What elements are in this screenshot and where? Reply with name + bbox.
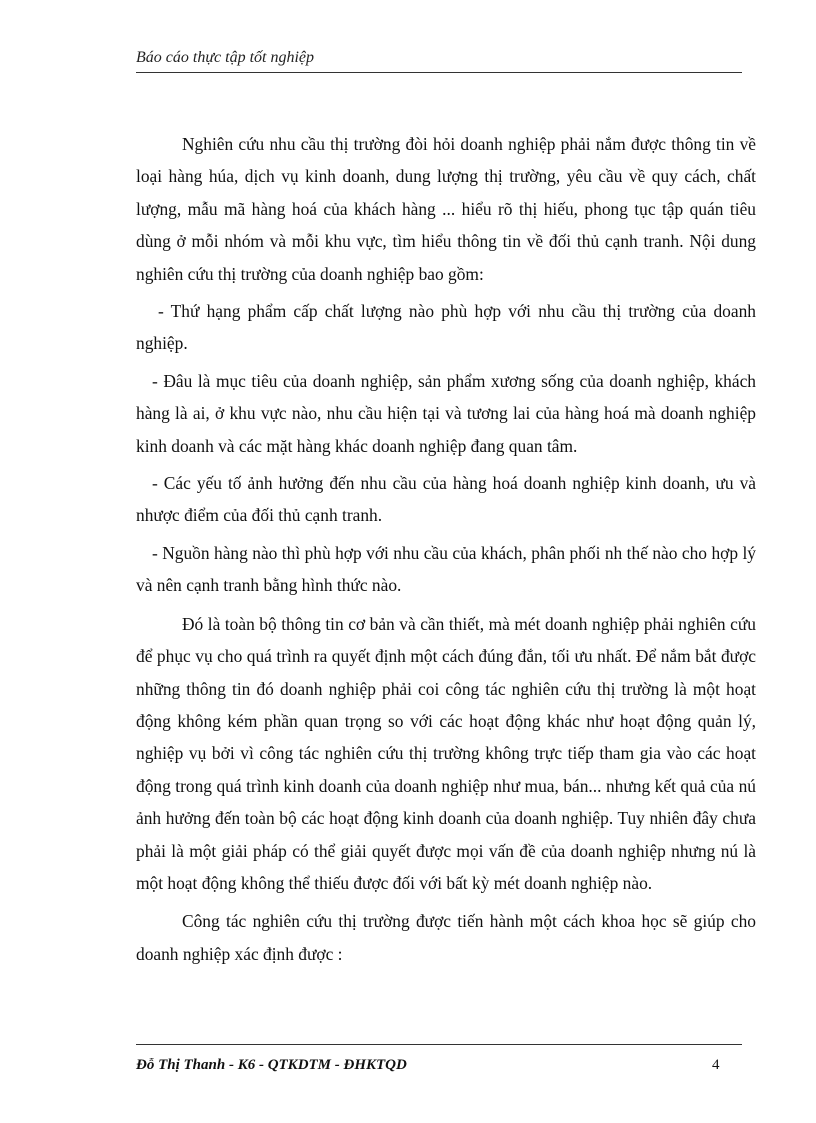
header-divider [136,72,742,73]
paragraph-bullet-sources: - Nguồn hàng nào thì phù hợp với nhu cầu của khách, phân phối nh thế nào cho hợp lý và nên cạnh tranh bằng hình thức nào. [136,542,756,596]
paragraph-bullet-goals: - Đâu là mục tiêu của doanh nghiệp, sản phẩm xương sống của doanh nghiệp, khách hàng là ai, ở khu vực nào, nhu cầu hiện tại và tương lai của hàng hoá mà doanh nghiệp kinh doanh và các mặt hàng khác doanh nghiệp đang quan tâm. [136,370,756,456]
paragraph-intro: Nghiên cứu nhu cầu thị trường đòi hỏi doanh nghiệp phải nắm được thông tin về loại hàng húa, dịch vụ kinh doanh, dung lượng thị trường, yêu cầu về quy cách, chất lượng, mẫu mã hàng hoá của khách hàng ... hiểu rõ thị hiếu, phong tục tập quán tiêu dùng ở mỗi nhóm và mỗi khu vực, tìm hiểu thông tin về đối thủ cạnh tranh. Nội dung nghiên cứu thị trường của doanh nghiệp bao gồm: [136,134,756,284]
paragraph-bullet-factors: - Các yếu tố ảnh hưởng đến nhu cầu của hàng hoá doanh nghiệp kinh doanh, ưu và nhược điểm của đối thủ cạnh tranh. [136,473,756,526]
page-header: Báo cáo thực tập tốt nghiệp [136,49,315,66]
paragraph-summary: Đó là toàn bộ thông tin cơ bản và cần thiết, mà mét doanh nghiệp phải nghiên cứu để phục vụ cho quá trình ra quyết định một cách đúng đắn, tối ưu nhất. Để nắm bắt được những thông tin đó doanh nghiệp phải coi công tác nghiên cứu thị trường là một hoạt động không kém phần quan trọng so với các hoạt động khác như hoạt động quản lý, nghiệp vụ bởi vì công tác nghiên cứu thị trường không trực tiếp tham gia vào các hoạt động trong quá trình kinh doanh của doanh nghiệp như mua, bán... nhưng kết quả của nú ảnh hưởng đến toàn bộ các hoạt động kinh doanh của doanh nghiệp. Tuy nhiên đây chưa phải là một giải pháp có thể giải quyết được mọi vấn đề của doanh nghiệp nhưng nú là một hoạt động không thể thiếu được đối với bất kỳ mét doanh nghiệp nào. [136,613,756,893]
paragraph-conclusion: Công tác nghiên cứu thị trường được tiến hành một cách khoa học sẽ giúp cho doanh nghiệp xác định được : [136,911,756,964]
page-number: 4 [712,1057,720,1073]
footer-author: Đỗ Thị Thanh - K6 - QTKDTM - ĐHKTQD [136,1057,407,1073]
body-text [136,128,756,970]
footer-divider [136,1044,742,1045]
paragraph-bullet-quality: - Thứ hạng phẩm cấp chất lượng nào phù hợp với nhu cầu thị trường của doanh nghiệp. [136,301,756,354]
